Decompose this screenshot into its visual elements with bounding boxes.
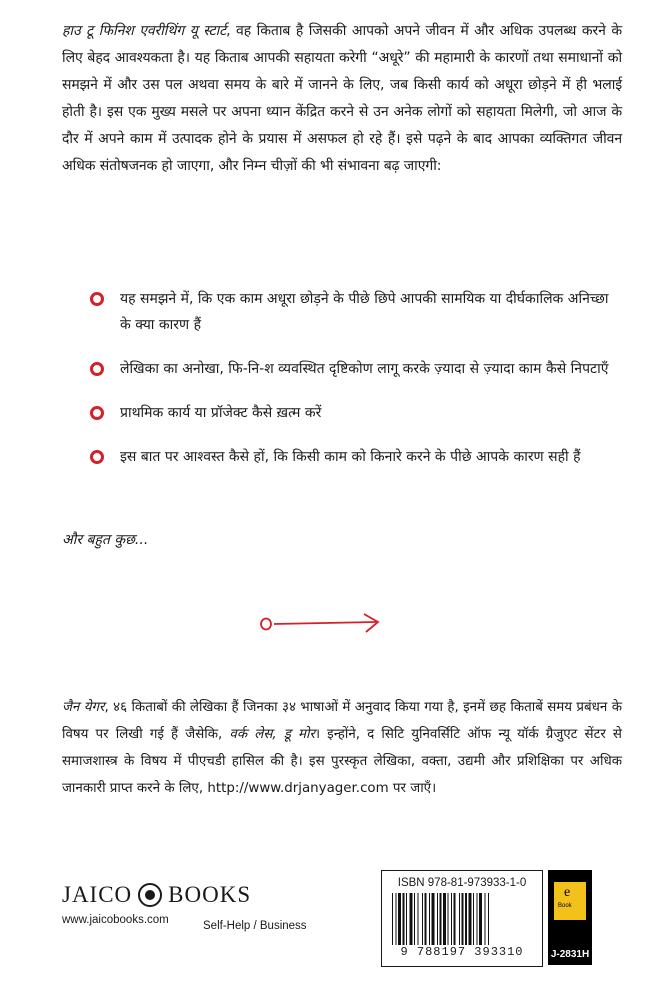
bullet-ring-icon bbox=[90, 292, 104, 306]
jaico-wheel-icon bbox=[138, 883, 162, 907]
benefits-list bbox=[90, 286, 610, 470]
genre-label: Self-Help / Business bbox=[203, 920, 307, 932]
author-book-title: वर्क लेस, डू मोर bbox=[229, 727, 315, 742]
list-item-text: यह समझने में, कि एक काम अधूरा छोड़ने के पीछे छिपे आपकी सामयिक या दीर्घकालिक अनिच्छा के क्या कारण हैं bbox=[120, 291, 609, 333]
bullet-ring-icon bbox=[90, 362, 104, 376]
author-name: जैन येगर bbox=[62, 700, 105, 715]
ebook-word: Book bbox=[558, 903, 572, 909]
author-bio bbox=[62, 694, 622, 802]
intro-text: , वह किताब है जिसकी आपको अपने जीवन में और अधिक उपलब्ध करने के लिए बेहद आवश्यकता है। यह किताब आपकी सहायता करेगी “अधूरे” की महामारी के कारणों तथा समाधानों को समझने में और उस पल अथवा समय के बारे में जानने के लिए, जब किसी कार्य को अधूरा छोड़ने में ही भलाई होती है। इस एक मुख्य मसले पर अपना ध्यान केंद्रित करने से उन अनेक लोगों को सहायता मिलेगी, जो आज के दौर में अपने काम में उत्पादक होने के प्रयास में असफल हो रहे हैं। इसे पढ़ने के बाद आपका व्यक्तिगत जीवन अधिक संतोषजनक हो जाएगा, और निम्न चीज़ों की भी संभावना बढ़ जाएगी: bbox=[62, 23, 622, 174]
isbn-label: ISBN 978-81-973933-1-0 bbox=[397, 877, 527, 889]
publisher-block bbox=[62, 882, 307, 932]
list-item-text: इस बात पर आश्वस्त कैसे हों, कि किसी काम को किनारे करने के पीछे आपके कारण सही हैं bbox=[120, 449, 581, 465]
list-item-text: लेखिका का अनोखा, फि-नि-श व्यवस्थित दृष्टिकोण लागू करके ज़्यादा से ज़्यादा काम कैसे निपटाएँ bbox=[120, 361, 609, 377]
bullet-ring-icon bbox=[90, 406, 104, 420]
publisher-website: www.jaicobooks.com bbox=[62, 914, 169, 926]
brand-left: JAICO bbox=[62, 882, 133, 907]
ebook-badge bbox=[548, 870, 592, 965]
brand-right: BOOKS bbox=[168, 882, 252, 907]
list-item-text: प्राथमिक कार्य या प्रॉजेक्ट कैसे ख़त्म करें bbox=[120, 405, 322, 421]
bullet-ring-icon bbox=[90, 450, 104, 464]
barcode-icon bbox=[390, 893, 534, 945]
ebook-letter: e bbox=[564, 885, 571, 900]
intro-paragraph bbox=[62, 18, 622, 180]
list-item bbox=[90, 356, 610, 382]
list-item bbox=[90, 286, 610, 338]
list-item bbox=[90, 400, 610, 426]
author-text-1: , ४६ किताबों की लेखिका हैं जिनका ३४ भाषाओं में अनुवाद किया गया है, इनमें छह किताबें समय प्रबंधन के विषय पर लिखी गई हैं जैसेकि, bbox=[62, 700, 622, 742]
book-title: हाउ टू फिनिश एवरीथिंग यू स्टार्ट bbox=[62, 23, 227, 39]
author-text-2: । इन्होंने, द सिटि युनिवर्सिटि ऑफ न्यू यॉर्क ग्रैजुएट सेंटर से समाजशास्त्र के विषय में पीएचडी हासिल की है। इस पुरस्कृत लेखिका, वक्ता, उद्यमी और प्रशिक्षिका पर अधिक जानकारी प्राप्त करने के लिए, http://www.drjanyager.com पर जाएँ। bbox=[62, 727, 622, 796]
and-more-text: और बहुत कुछ... bbox=[62, 532, 149, 548]
arrow-divider-icon bbox=[258, 610, 388, 638]
ebook-icon bbox=[554, 882, 586, 920]
list-item bbox=[90, 444, 610, 470]
publisher-logo bbox=[62, 882, 251, 908]
isbn-barcode bbox=[381, 870, 543, 967]
isbn-digits: 9 788197 393310 bbox=[400, 945, 524, 959]
book-code: J-2831H bbox=[550, 949, 590, 960]
